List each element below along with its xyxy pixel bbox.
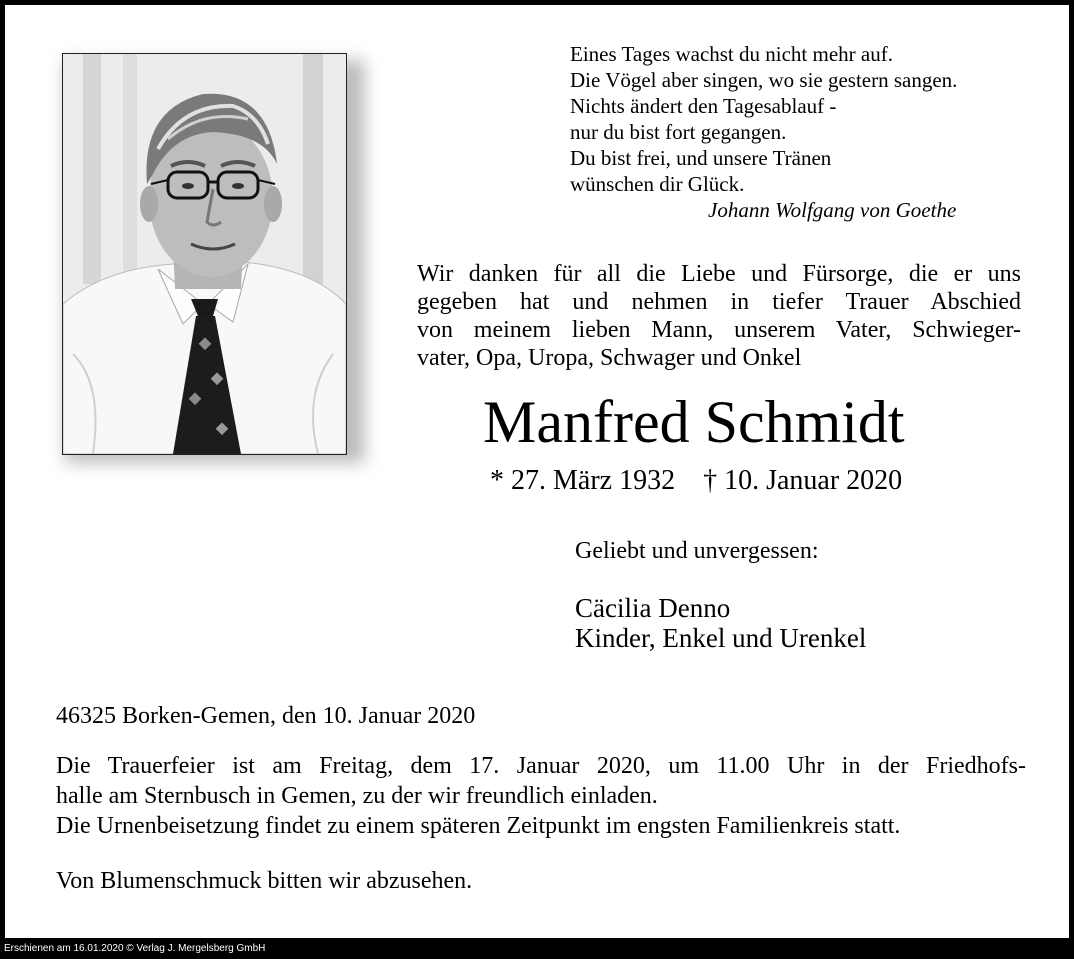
gratitude-text xyxy=(417,260,1021,372)
poem-line: nur du bist fort gegangen. xyxy=(570,120,787,144)
poem-author: Johann Wolfgang von Goethe xyxy=(708,198,957,222)
obituary-notice xyxy=(5,5,1069,938)
gratitude-line: von meinem lieben Mann, unserem Vater, Schwieger- xyxy=(417,317,1021,343)
life-dates xyxy=(490,464,902,498)
poem-line: Die Vögel aber singen, wo sie gestern sangen. xyxy=(570,68,958,92)
place-date: 46325 Borken-Gemen, den 10. Januar 2020 xyxy=(56,703,476,729)
poem-line: Eines Tages wachst du nicht mehr auf. xyxy=(570,42,893,66)
gratitude-line: Wir danken für all die Liebe und Fürsorge, die er uns xyxy=(417,261,1021,287)
farewell-line: Geliebt und unvergessen: xyxy=(575,538,819,564)
birth-date: * 27. März 1932 xyxy=(490,465,676,496)
deceased-name: Manfred Schmidt xyxy=(483,389,905,455)
poem-line: Du bist frei, und unsere Tränen xyxy=(570,146,832,170)
ceremony-line: Die Urnenbeisetzung findet zu einem späteren Zeitpunkt im engsten Familienkreis statt. xyxy=(56,813,901,839)
publication-footer: Erschienen am 16.01.2020 © Verlag J. Mergelsberg GmbH xyxy=(4,943,266,954)
ceremony-line: Die Trauerfeier ist am Freitag, dem 17. Januar 2020, um 11.00 Uhr in der Friedhofs- xyxy=(56,753,1026,779)
poem-line: Nichts ändert den Tagesablauf - xyxy=(570,94,837,118)
gratitude-line: gegeben hat und nehmen in tiefer Trauer Abschied xyxy=(417,289,1021,315)
portrait-photo xyxy=(62,53,347,455)
death-date: † 10. Januar 2020 xyxy=(703,465,903,496)
mourners xyxy=(575,593,866,653)
gratitude-line: vater, Opa, Uropa, Schwager und Onkel xyxy=(417,345,802,371)
portrait-illustration xyxy=(63,54,346,454)
mourner-spouse: Cäcilia Denno xyxy=(575,593,731,623)
flowers-note: Von Blumenschmuck bitten wir abzusehen. xyxy=(56,868,473,894)
poem xyxy=(570,41,957,197)
ceremony-info xyxy=(56,751,1026,841)
poem-line: wünschen dir Glück. xyxy=(570,172,745,196)
mourner-family: Kinder, Enkel und Urenkel xyxy=(575,623,867,653)
ceremony-line: halle am Sternbusch in Gemen, zu der wir freundlich einladen. xyxy=(56,783,658,809)
